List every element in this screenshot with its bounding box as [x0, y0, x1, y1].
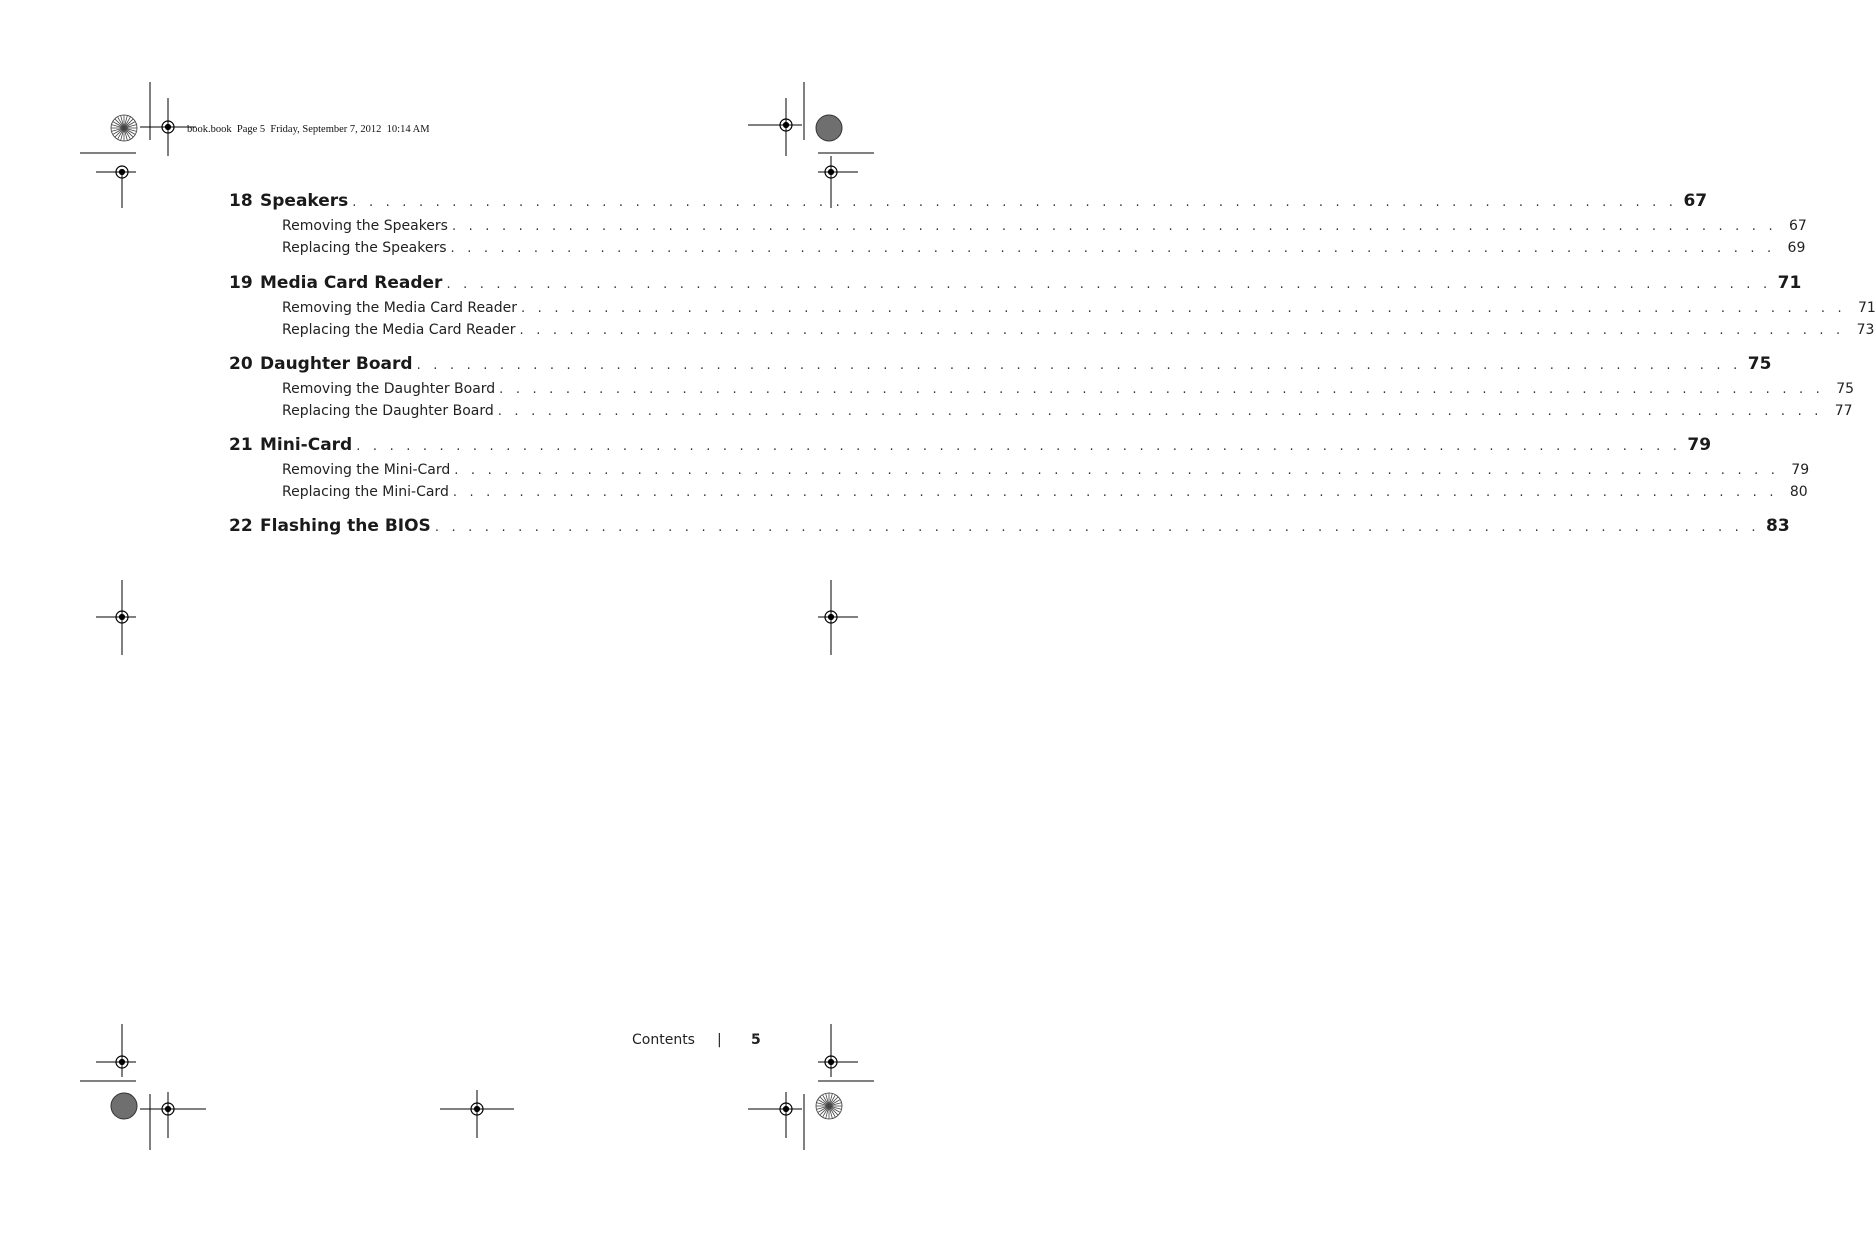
section-page: 80: [1789, 484, 1808, 500]
chapter-page: 79: [1687, 435, 1712, 455]
section-page: 75: [1836, 381, 1855, 397]
section-page: 77: [1834, 403, 1853, 419]
chapter-page: 83: [1765, 516, 1790, 536]
section-title: Removing the Daughter Board: [282, 381, 496, 397]
toc-section-row[interactable]: [229, 484, 1808, 505]
dot-leader: . . . . . . . . . . . . . . . . . . . . . . . . . . . . . . . . . . . . . . . . . . . . . . . . . . . . . . . . . . . . . . . . . . . . . . . . . . . . . . . .: [446, 277, 1772, 292]
section-page: 79: [1791, 462, 1810, 478]
toc-section-row[interactable]: [229, 381, 1855, 402]
toc-section-row[interactable]: [229, 218, 1807, 239]
chapter-title: Daughter Board: [260, 354, 413, 374]
toc-section-row[interactable]: [229, 403, 1853, 424]
footer-separator: |: [717, 1032, 722, 1048]
chapter-page: 71: [1777, 273, 1802, 293]
section-title: Replacing the Mini-Card: [282, 484, 449, 500]
section-title: Replacing the Media Card Reader: [282, 322, 516, 338]
dot-leader: . . . . . . . . . . . . . . . . . . . . . . . . . . . . . . . . . . . . . . . . . . . . . . . . . . . . . . . . . . . . . . . . . . . . . . . . . . . . . . . .: [520, 301, 1846, 316]
section-title: Removing the Speakers: [282, 218, 448, 234]
section-page: 67: [1788, 218, 1807, 234]
section-page: 71: [1858, 300, 1876, 316]
dot-leader: . . . . . . . . . . . . . . . . . . . . . . . . . . . . . . . . . . . . . . . . . . . . . . . . . . . . . . . . . . . . . . . . . . . . . . . . . . . . . . . .: [454, 463, 1780, 478]
dot-leader: . . . . . . . . . . . . . . . . . . . . . . . . . . . . . . . . . . . . . . . . . . . . . . . . . . . . . . . . . . . . . . . . . . . . . . . . . . . . . . . .: [452, 485, 1778, 500]
chapter-title: Speakers: [260, 191, 349, 211]
dot-leader: . . . . . . . . . . . . . . . . . . . . . . . . . . . . . . . . . . . . . . . . . . . . . . . . . . . . . . . . . . . . . . . . . . . . . . . . . . . . . . . .: [497, 404, 1823, 419]
dot-leader: . . . . . . . . . . . . . . . . . . . . . . . . . . . . . . . . . . . . . . . . . . . . . . . . . . . . . . . . . . . . . . . . . . . . . . . . . . . . . . . .: [352, 195, 1678, 210]
section-title: Replacing the Daughter Board: [282, 403, 494, 419]
dot-leader: . . . . . . . . . . . . . . . . . . . . . . . . . . . . . . . . . . . . . . . . . . . . . . . . . . . . . . . . . . . . . . . . . . . . . . . . . . . . . . . .: [450, 241, 1776, 256]
section-title: Removing the Media Card Reader: [282, 300, 517, 316]
toc-chapter-row[interactable]: [229, 516, 1790, 538]
chapter-page: 67: [1683, 191, 1708, 211]
chapter-number: 19: [229, 273, 253, 293]
toc-section-row[interactable]: [229, 300, 1876, 321]
dot-leader: . . . . . . . . . . . . . . . . . . . . . . . . . . . . . . . . . . . . . . . . . . . . . . . . . . . . . . . . . . . . . . . . . . . . . . . . . . . . . . . .: [416, 358, 1742, 373]
dot-leader: . . . . . . . . . . . . . . . . . . . . . . . . . . . . . . . . . . . . . . . . . . . . . . . . . . . . . . . . . . . . . . . . . . . . . . . . . . . . . . . .: [451, 219, 1777, 234]
toc-chapter-row[interactable]: [229, 191, 1708, 213]
toc-section-row[interactable]: [229, 240, 1806, 261]
chapter-number: 18: [229, 191, 253, 211]
section-title: Replacing the Speakers: [282, 240, 447, 256]
dot-leader: . . . . . . . . . . . . . . . . . . . . . . . . . . . . . . . . . . . . . . . . . . . . . . . . . . . . . . . . . . . . . . . . . . . . . . . . . . . . . . . .: [499, 382, 1825, 397]
section-page: 73: [1856, 322, 1875, 338]
chapter-number: 21: [229, 435, 253, 455]
toc-section-row[interactable]: [229, 462, 1810, 483]
toc-chapter-row[interactable]: [229, 435, 1712, 457]
dot-leader: . . . . . . . . . . . . . . . . . . . . . . . . . . . . . . . . . . . . . . . . . . . . . . . . . . . . . . . . . . . . . . . . . . . . . . . . . . . . . . . .: [434, 520, 1760, 535]
chapter-number: 20: [229, 354, 253, 374]
footer-page-number: 5: [751, 1032, 761, 1048]
dot-leader: . . . . . . . . . . . . . . . . . . . . . . . . . . . . . . . . . . . . . . . . . . . . . . . . . . . . . . . . . . . . . . . . . . . . . . . . . . . . . . . .: [519, 323, 1845, 338]
toc-chapter-row[interactable]: [229, 273, 1802, 295]
footer-section-label: Contents: [632, 1032, 695, 1048]
chapter-title: Flashing the BIOS: [260, 516, 431, 536]
section-title: Removing the Mini-Card: [282, 462, 451, 478]
chapter-title: Media Card Reader: [260, 273, 443, 293]
chapter-page: 75: [1747, 354, 1772, 374]
chapter-title: Mini-Card: [260, 435, 353, 455]
toc-section-row[interactable]: [229, 322, 1875, 343]
toc-chapter-row[interactable]: [229, 354, 1772, 376]
dot-leader: . . . . . . . . . . . . . . . . . . . . . . . . . . . . . . . . . . . . . . . . . . . . . . . . . . . . . . . . . . . . . . . . . . . . . . . . . . . . . . . .: [356, 439, 1682, 454]
header-slug: book.book Page 5 Friday, September 7, 2012 10:14 AM: [187, 124, 430, 135]
chapter-number: 22: [229, 516, 253, 536]
section-page: 69: [1787, 240, 1806, 256]
